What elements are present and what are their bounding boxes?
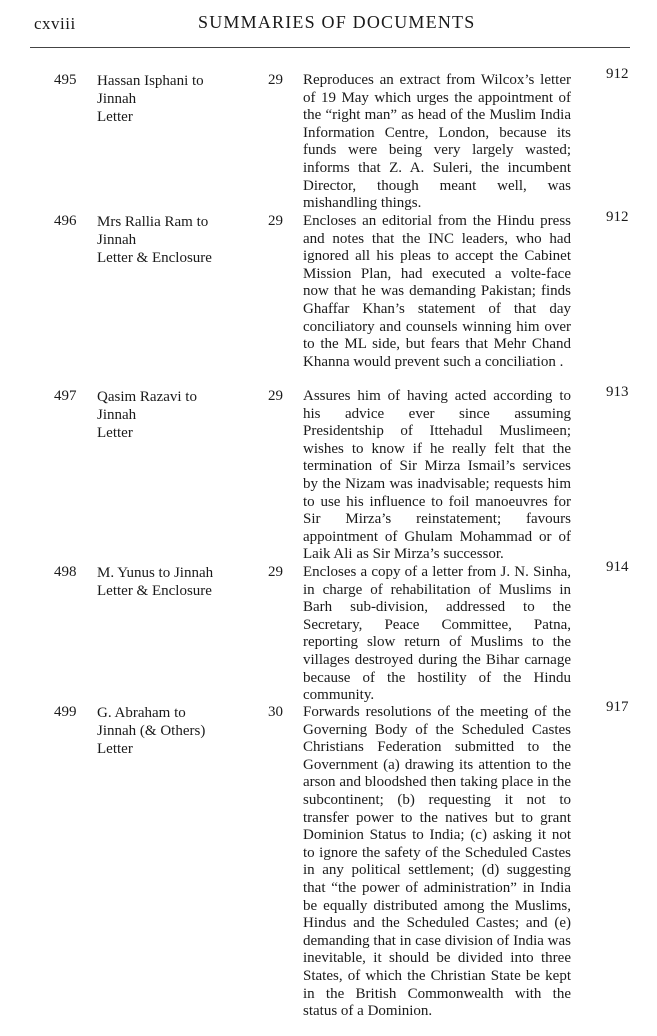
entry-summary: Encloses a copy of a letter from J. N. Sinha, in charge of rehabilitation of Muslims in Barh sub-division, addressed to the Secretary, Peace Committee, Patna, reporting slow return of Muslims to the villages destroyed during the Bihar carnage because of the hostility of the Hindu community.: [303, 564, 571, 704]
entry-sender: [97, 213, 257, 267]
entry-summary: Forwards resolutions of the meeting of the Governing Body of the Scheduled Castes Christians Federation submitted to the Government (a) drawing its attention to the arson and bloodshed then taking place in the subcontinent; (b) requesting it not to transfer power to the natives but to grant Dominion Status to India; (c) asking it not to ignore the safety of the Scheduled Castes in any political settlement; (d) suggesting that “the power of administration” in India be equally distributed among the Muslims, Hindus and the Scheduled Castes; and (e) demanding that in case division of India was inevitable, it should be divided into three States, of which the Christian State be kept in the British Commonwealth with the status of a Dominion.: [303, 704, 571, 1020]
entry-sender: [97, 72, 257, 126]
entry-number: 495: [54, 72, 77, 88]
sender-line: Mrs Rallia Ram to: [97, 214, 209, 230]
sender-line: G. Abraham to: [97, 705, 186, 721]
header-rule: [30, 47, 630, 48]
entry-sender: [97, 388, 257, 442]
entry-day: 30: [268, 704, 283, 720]
entry-page: 917: [606, 699, 629, 715]
sender-line: Letter: [97, 109, 133, 125]
page-header: [0, 12, 657, 42]
entry-day: 29: [268, 564, 283, 580]
sender-line: M. Yunus to Jinnah: [97, 565, 214, 581]
sender-line: Letter & Enclosure: [97, 583, 212, 599]
entry-sender: [97, 564, 257, 600]
entry-page: 914: [606, 559, 629, 575]
entry-day: 29: [268, 213, 283, 229]
entry-page: 913: [606, 384, 629, 400]
sender-line: Letter: [97, 425, 133, 441]
sender-line: Qasim Razavi to: [97, 389, 197, 405]
sender-line: Letter & Enclosure: [97, 250, 212, 266]
sender-line: Jinnah (& Others): [97, 723, 206, 739]
sender-line: Jinnah: [97, 232, 137, 248]
sender-line: Jinnah: [97, 407, 137, 423]
entry-number: 496: [54, 213, 77, 229]
entry-summary: Encloses an editorial from the Hindu press and notes that the INC leaders, who had ignored all his pleas to accept the Cabinet Mission Plan, had executed a volte-face now that he was demanding Pakistan; finds Ghaffar Khan’s statement of that day conciliatory and counsels winning him over to the ML side, but fears that Mehr Chand Khanna would prevent such a conciliation .: [303, 213, 571, 370]
entry-sender: [97, 704, 257, 758]
page-title: SUMMARIES OF DOCUMENTS: [198, 12, 476, 32]
sender-line: Jinnah: [97, 91, 137, 107]
page-number: cxviii: [34, 14, 76, 33]
entry-summary: Assures him of having acted according to his advice ever since assuming Presidentship of Ittehadul Muslimeen; wishes to know if he really felt that the termination of Sir Mirza Ismail’s services by the Nizam was inadvisable; requests him to use his influence to foil manoeuvres for Sir Mirza’s reinstatement; favours appointment of Ghulam Mohammad or of Laik Ali as Sir Mirza’s successor.: [303, 388, 571, 563]
entry-number: 499: [54, 704, 77, 720]
entry-day: 29: [268, 388, 283, 404]
entry-summary: Reproduces an extract from Wilcox’s letter of 19 May which urges the appointment of the “right man” as head of the Muslim India Information Centre, London, because its funds were being very largely wasted; informs that Z. A. Suleri, the incumbent Director, though meant well, was mishandling things.: [303, 72, 571, 212]
entry-page: 912: [606, 209, 629, 225]
entry-number: 497: [54, 388, 77, 404]
entry-number: 498: [54, 564, 77, 580]
entry-day: 29: [268, 72, 283, 88]
entry-page: 912: [606, 66, 629, 82]
sender-line: Hassan Isphani to: [97, 73, 204, 89]
sender-line: Letter: [97, 741, 133, 757]
